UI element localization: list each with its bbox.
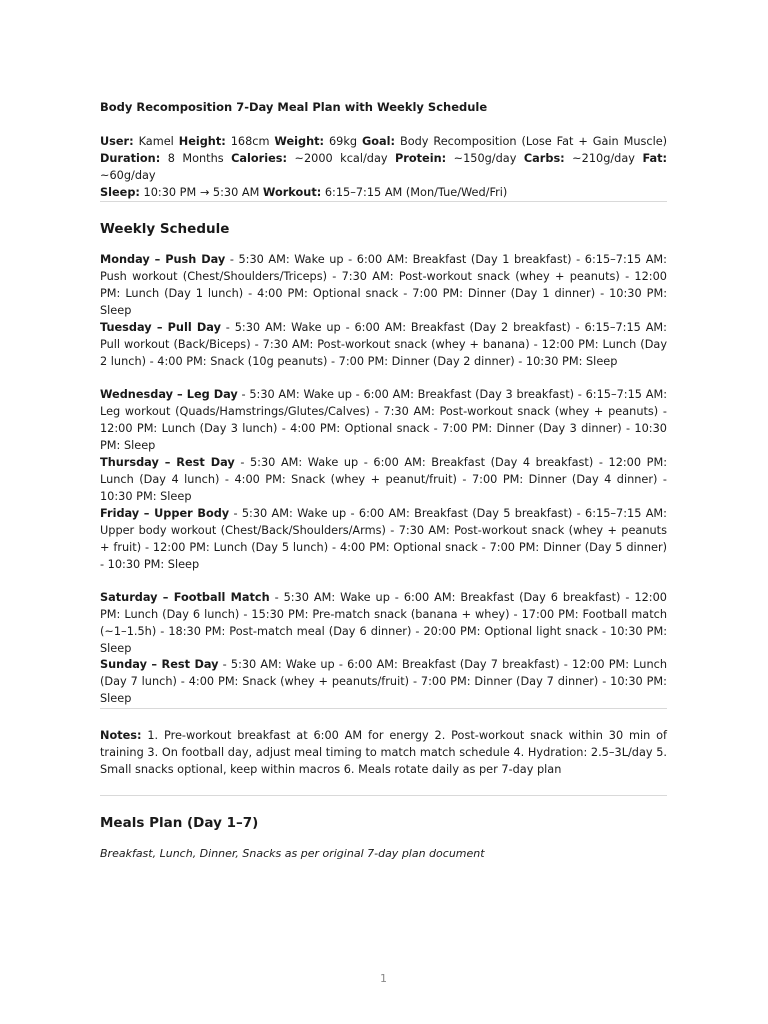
- user-value: Kamel: [138, 135, 174, 148]
- page-number: 1: [380, 972, 387, 985]
- weight-label: Weight:: [274, 135, 325, 148]
- day-title: Friday – Upper Body: [100, 507, 230, 520]
- notes-text: 1. Pre-workout breakfast at 6:00 AM for energy 2. Post-workout snack within 30 min of training 3. On football day, adjust meal timing to match match schedule 4. Hydration: 2.5–3L/day 5. Small snacks optional, keep within macros 6. Meals rotate daily as per 7-day plan: [100, 729, 667, 776]
- day-schedule-text: - 5:30 AM: Wake up - 6:00 AM: Breakfast (Day 2 breakfast) - 6:15–7:15 AM: Pull workout (Back/Biceps) - 7:30 AM: Post-workout snack (whey + banana) - 12:00 PM: Lunch (Day 2 lunch) - 4:00 PM: Snack (10g peanuts) - 7:00 PM: Dinner (Day 2 dinner) - 10:30 PM: Sleep: [100, 321, 667, 368]
- goal-value: Body Recomposition (Lose Fat + Gain Muscle): [399, 135, 668, 148]
- workout-label: Workout:: [262, 186, 322, 199]
- document-page: [100, 0, 667, 1024]
- day-title: Thursday – Rest Day: [100, 456, 235, 469]
- day-title: Tuesday – Pull Day: [100, 321, 221, 334]
- section-divider: [100, 708, 667, 709]
- calories-value: ~2000 kcal/day: [294, 152, 388, 165]
- document-title: Body Recomposition 7-Day Meal Plan with Weekly Schedule: [100, 100, 488, 114]
- notes-paragraph: [100, 727, 667, 778]
- day-schedule-text: - 5:30 AM: Wake up - 6:00 AM: Breakfast (Day 4 breakfast) - 12:00 PM: Lunch (Day 4 lunch) - 4:00 PM: Snack (whey + peanut/fruit) - 7:00 PM: Dinner (Day 4 dinner) - 10:30 PM: Sleep: [100, 456, 668, 503]
- day-title: Wednesday – Leg Day: [100, 388, 238, 401]
- schedule-day-sunday: [100, 656, 667, 707]
- schedule-day-wednesday: [100, 386, 667, 454]
- day-schedule-text: - 5:30 AM: Wake up - 6:00 AM: Breakfast (Day 3 breakfast) - 6:15–7:15 AM: Leg workout (Quads/Hamstrings/Glutes/Calves) - 7:30 AM: Post-workout snack (whey + peanuts) - 12:00 PM: Lunch (Day 3 lunch) - 4:00 PM: Optional snack - 7:00 PM: Dinner (Day 3 dinner) - 10:30 PM: Sleep: [100, 388, 667, 452]
- duration-label: Duration:: [100, 152, 161, 165]
- profile-summary: [100, 133, 667, 201]
- fat-label: Fat:: [642, 152, 668, 165]
- day-schedule-text: - 5:30 AM: Wake up - 6:00 AM: Breakfast (Day 1 breakfast) - 6:15–7:15 AM: Push workout (Chest/Shoulders/Triceps) - 7:30 AM: Post-workout snack (whey + peanuts) - 12:00 PM: Lunch (Day 1 lunch) - 4:00 PM: Optional snack - 7:00 PM: Dinner (Day 1 dinner) - 10:30 PM: Sleep: [100, 253, 667, 317]
- weekly-schedule-heading: Weekly Schedule: [100, 221, 230, 237]
- meals-plan-heading: Meals Plan (Day 1–7): [100, 815, 259, 831]
- day-schedule-text: - 5:30 AM: Wake up - 6:00 AM: Breakfast (Day 7 breakfast) - 12:00 PM: Lunch (Day 7 lunch) - 4:00 PM: Snack (whey + peanuts/fruit) - 7:00 PM: Dinner (Day 7 dinner) - 10:30 PM: Sleep: [100, 658, 667, 705]
- protein-label: Protein:: [395, 152, 447, 165]
- user-label: User:: [100, 135, 134, 148]
- protein-value: ~150g/day: [453, 152, 517, 165]
- meals-plan-subtitle: Breakfast, Lunch, Dinner, Snacks as per original 7-day plan document: [100, 847, 485, 860]
- day-schedule-text: - 5:30 AM: Wake up - 6:00 AM: Breakfast (Day 5 breakfast) - 6:15–7:15 AM: Upper body workout (Chest/Back/Shoulders/Arms) - 7:30 AM: Post-workout snack (whey + peanuts + fruit) - 12:00 PM: Lunch (Day 5 lunch) - 4:00 PM: Optional snack - 7:00 PM: Dinner (Day 5 dinner) - 10:30 PM: Sleep: [100, 507, 667, 571]
- section-divider: [100, 795, 667, 796]
- calories-label: Calories:: [231, 152, 288, 165]
- schedule-day-tuesday: [100, 319, 667, 370]
- duration-value: 8 Months: [167, 152, 224, 165]
- sleep-label: Sleep:: [100, 186, 140, 199]
- carbs-label: Carbs:: [523, 152, 565, 165]
- fat-value: ~60g/day: [100, 169, 156, 182]
- day-schedule-text: - 5:30 AM: Wake up - 6:00 AM: Breakfast (Day 6 breakfast) - 12:00 PM: Lunch (Day 6 lunch) - 15:30 PM: Pre-match snack (banana + whey) - 17:00 PM: Football match (~1–1.5h) - 18:30 PM: Post-match meal (Day 6 dinner) - 20:00 PM: Optional light snack - 10:30 PM: Sleep: [100, 591, 667, 655]
- day-title: Sunday – Rest Day: [100, 658, 219, 671]
- notes-label: Notes:: [100, 729, 142, 742]
- schedule-day-thursday: [100, 454, 667, 505]
- day-title: Monday – Push Day: [100, 253, 226, 266]
- day-title: Saturday – Football Match: [100, 591, 270, 604]
- weight-value: 69kg: [328, 135, 358, 148]
- height-value: 168cm: [230, 135, 270, 148]
- height-label: Height:: [178, 135, 226, 148]
- schedule-day-friday: [100, 505, 667, 573]
- section-divider: [100, 201, 667, 202]
- schedule-day-saturday: [100, 589, 667, 657]
- carbs-value: ~210g/day: [572, 152, 635, 165]
- sleep-value: 10:30 PM → 5:30 AM: [143, 186, 260, 199]
- schedule-day-monday: [100, 251, 667, 319]
- workout-value: 6:15–7:15 AM (Mon/Tue/Wed/Fri): [324, 186, 508, 199]
- goal-label: Goal:: [361, 135, 396, 148]
